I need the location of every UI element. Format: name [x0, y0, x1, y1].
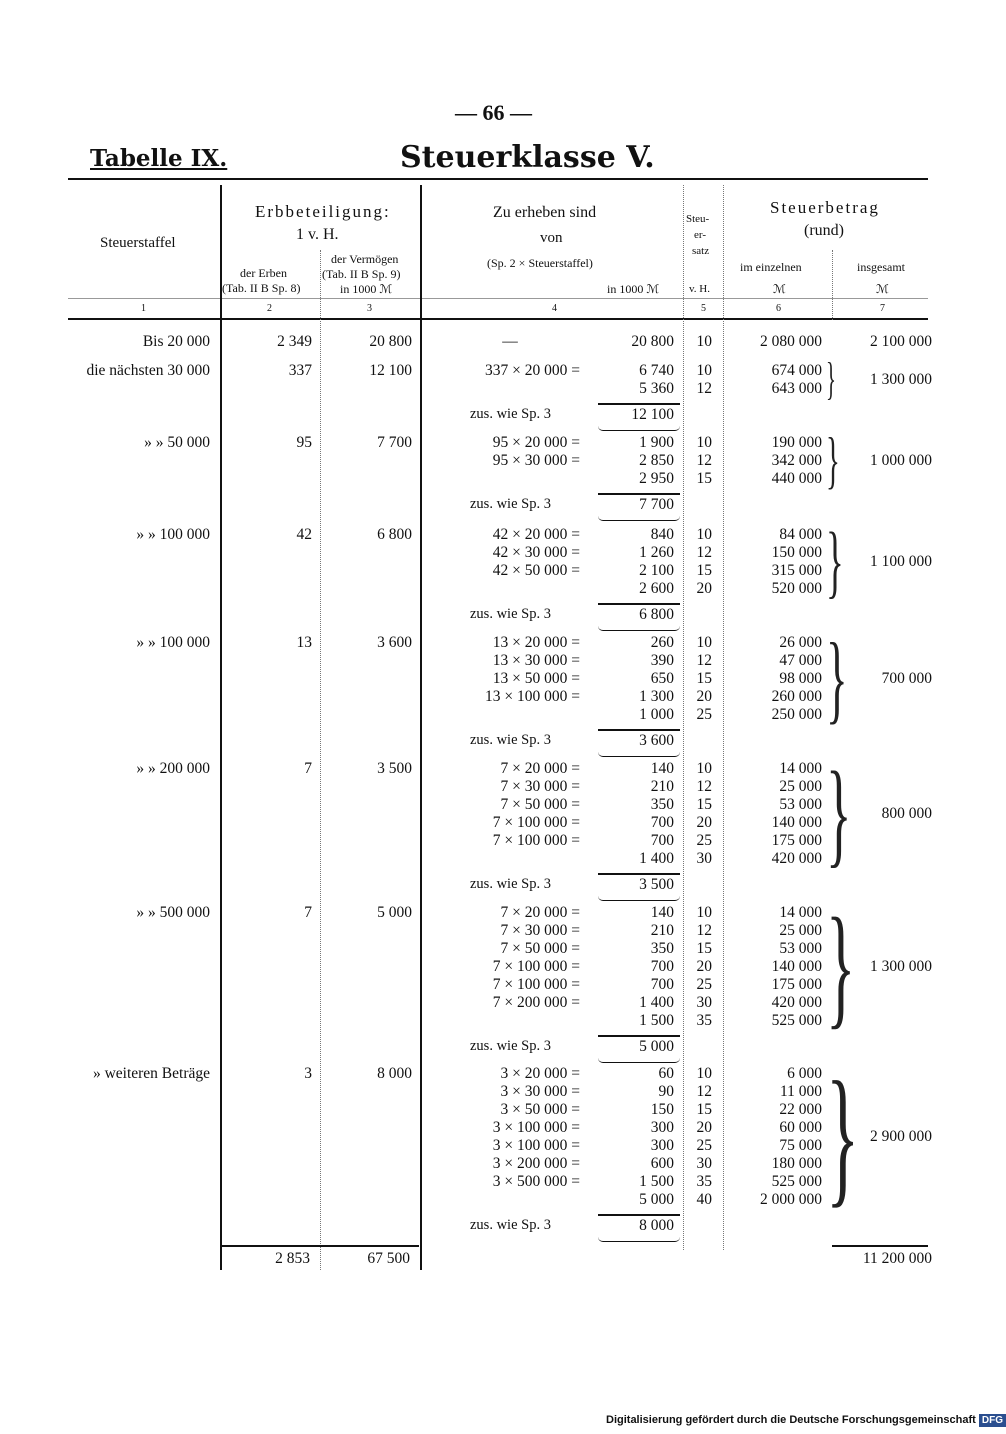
total-erben: 2 853 [275, 1250, 310, 1267]
formula: — [502, 333, 518, 350]
colnum-rule [68, 298, 928, 299]
erheben-value: 5 360 [639, 380, 674, 397]
zu-unit: in 1000 ℳ [607, 282, 660, 296]
sum-underbrace [598, 1058, 680, 1063]
tax-value: 84 000 [779, 526, 822, 543]
col-divider-dotted [832, 250, 833, 320]
staffel-label: die nächsten 30 000 [86, 362, 210, 379]
zu-header-3: (Sp. 2 × Steuerstaffel) [487, 256, 593, 270]
column-number: 4 [552, 303, 557, 314]
formula: 7 × 100 000 = [492, 814, 580, 831]
group-total: 800 000 [881, 805, 932, 822]
rate-value: 30 [696, 1155, 712, 1172]
formula: 7 × 20 000 = [500, 904, 580, 921]
erben-value: 337 [288, 362, 312, 379]
table-label: Tabelle IX. [90, 145, 228, 172]
column-number: 1 [141, 303, 146, 314]
formula: 3 × 30 000 = [500, 1083, 580, 1100]
formula: 7 × 30 000 = [500, 922, 580, 939]
rate-value: 12 [696, 778, 712, 795]
erben-value: 7 [304, 904, 312, 921]
betrag-einzeln: im einzelnen [740, 260, 802, 274]
col-divider-dotted [683, 185, 684, 1250]
erb-sub: 1 v. H. [296, 226, 339, 243]
page-title: Steuerklasse V. [400, 140, 655, 175]
rate-value: 12 [696, 652, 712, 669]
satz-header-3: satz [692, 245, 710, 257]
tax-value: 53 000 [779, 940, 822, 957]
sum-rule [598, 729, 680, 731]
rate-value: 15 [696, 796, 712, 813]
formula: 3 × 200 000 = [492, 1155, 580, 1172]
erb-verm-source: (Tab. II B Sp. 9) [322, 267, 401, 281]
rate-value: 35 [696, 1012, 712, 1029]
sum-rule [598, 403, 680, 405]
sum-underbrace [598, 426, 680, 431]
tax-value: 440 000 [771, 470, 822, 487]
rate-value: 10 [696, 1065, 712, 1082]
sum-value: 3 600 [639, 732, 674, 749]
erheben-value: 600 [650, 1155, 674, 1172]
tax-value: 47 000 [779, 652, 822, 669]
tax-value: 420 000 [771, 850, 822, 867]
rate-value: 30 [696, 994, 712, 1011]
column-number: 7 [880, 303, 885, 314]
sum-label: zus. wie Sp. 3 [470, 1217, 551, 1233]
formula: 95 × 20 000 = [492, 434, 580, 451]
rate-value: 25 [696, 1137, 712, 1154]
erheben-value: 2 600 [639, 580, 674, 597]
betrag-sub: (rund) [804, 222, 844, 239]
formula: 13 × 20 000 = [492, 634, 580, 651]
rate-value: 12 [696, 380, 712, 397]
sum-value: 12 100 [631, 406, 674, 423]
sum-value: 5 000 [639, 1038, 674, 1055]
rate-value: 12 [696, 922, 712, 939]
erheben-value: 350 [650, 940, 674, 957]
erheben-value: 300 [650, 1119, 674, 1136]
zu-header-2: von [540, 230, 563, 246]
tax-value: 140 000 [771, 814, 822, 831]
erheben-value: 140 [650, 760, 674, 777]
formula: 3 × 500 000 = [492, 1173, 580, 1190]
col-divider [220, 185, 222, 1270]
erheben-value: 140 [650, 904, 674, 921]
erben-value: 95 [296, 434, 312, 451]
formula: 13 × 50 000 = [492, 670, 580, 687]
tax-value: 643 000 [771, 380, 822, 397]
footer-credit [606, 1414, 1006, 1426]
formula: 42 × 30 000 = [492, 544, 580, 561]
formula: 7 × 50 000 = [500, 940, 580, 957]
erheben-value: 1 000 [639, 706, 674, 723]
formula: 7 × 100 000 = [492, 832, 580, 849]
tax-value: 6 000 [787, 1065, 822, 1082]
erheben-value: 1 500 [639, 1173, 674, 1190]
tax-value: 2 000 000 [760, 1191, 822, 1208]
vermoegen-value: 20 800 [369, 333, 412, 350]
rate-value: 15 [696, 1101, 712, 1118]
betrag-einzeln-unit: ℳ [773, 282, 786, 296]
sum-label: zus. wie Sp. 3 [470, 1038, 551, 1054]
sum-rule [598, 1214, 680, 1216]
tax-value: 420 000 [771, 994, 822, 1011]
totals-rule [832, 1245, 928, 1247]
formula: 13 × 100 000 = [485, 688, 580, 705]
total-steuer: 11 200 000 [862, 1250, 932, 1267]
erheben-value: 1 500 [639, 1012, 674, 1029]
tax-value: 14 000 [779, 760, 822, 777]
tax-value: 150 000 [771, 544, 822, 561]
sum-rule [598, 873, 680, 875]
satz-header-1: Steu- [686, 213, 710, 225]
brace-icon: } [826, 1051, 860, 1221]
rate-value: 20 [696, 688, 712, 705]
erheben-value: 700 [650, 976, 674, 993]
satz-unit: v. H. [689, 283, 710, 295]
total-vermoegen: 67 500 [367, 1250, 410, 1267]
erben-value: 42 [296, 526, 312, 543]
rate-value: 10 [696, 634, 712, 651]
erben-value: 3 [304, 1065, 312, 1082]
erheben-value: 2 850 [639, 452, 674, 469]
erheben-value: 300 [650, 1137, 674, 1154]
staffel-label: Bis 20 000 [142, 333, 210, 350]
erheben-value: 650 [650, 670, 674, 687]
rate-value: 10 [696, 760, 712, 777]
erheben-value: 210 [650, 922, 674, 939]
header-bottom-rule [68, 318, 928, 320]
rate-value: 40 [696, 1191, 712, 1208]
brace-icon: } [826, 515, 844, 606]
tax-value: 140 000 [771, 958, 822, 975]
erben-value: 13 [296, 634, 312, 651]
erheben-value: 150 [650, 1101, 674, 1118]
sum-rule [598, 603, 680, 605]
tax-value: 525 000 [771, 1173, 822, 1190]
group-total: 1 300 000 [870, 958, 932, 975]
brace-icon: } [826, 424, 840, 495]
staffel-label: » » 100 000 [136, 634, 210, 651]
erheben-value: 60 [658, 1065, 674, 1082]
erheben-value: 5 000 [639, 1191, 674, 1208]
erheben-value: 2 950 [639, 470, 674, 487]
group-total: 2 900 000 [870, 1128, 932, 1145]
rate-value: 15 [696, 670, 712, 687]
column-number: 2 [267, 303, 272, 314]
erheben-value: 700 [650, 832, 674, 849]
rate-value: 35 [696, 1173, 712, 1190]
erheben-value: 840 [650, 526, 674, 543]
tax-value: 180 000 [771, 1155, 822, 1172]
tax-value: 75 000 [779, 1137, 822, 1154]
staffel-label: » weiteren Beträge [92, 1065, 210, 1082]
tax-value: 250 000 [771, 706, 822, 723]
rate-value: 25 [696, 832, 712, 849]
erheben-value: 700 [650, 814, 674, 831]
brace-icon: } [826, 891, 856, 1041]
rate-value: 12 [696, 544, 712, 561]
rate-value: 20 [696, 814, 712, 831]
column-number: 5 [701, 303, 706, 314]
staffel-label: » » 50 000 [144, 434, 210, 451]
erheben-value: 20 800 [631, 333, 674, 350]
vermoegen-value: 7 700 [377, 434, 412, 451]
staffel-label: » » 500 000 [136, 904, 210, 921]
vermoegen-value: 3 500 [377, 760, 412, 777]
sum-underbrace [598, 752, 680, 757]
tax-value: 190 000 [771, 434, 822, 451]
sum-label: zus. wie Sp. 3 [470, 876, 551, 892]
tax-value: 315 000 [771, 562, 822, 579]
tax-value: 674 000 [771, 362, 822, 379]
sum-label: zus. wie Sp. 3 [470, 406, 551, 422]
formula: 3 × 50 000 = [500, 1101, 580, 1118]
vermoegen-value: 3 600 [377, 634, 412, 651]
header-top-rule [68, 178, 928, 180]
sum-value: 6 800 [639, 606, 674, 623]
col-divider-dotted [320, 250, 321, 1270]
tax-value: 2 080 000 [760, 333, 822, 350]
rate-value: 10 [696, 904, 712, 921]
col1-header: Steuerstaffel [100, 235, 176, 251]
rate-value: 15 [696, 470, 712, 487]
rate-value: 20 [696, 958, 712, 975]
sum-underbrace [598, 896, 680, 901]
erheben-value: 1 400 [639, 850, 674, 867]
rate-value: 10 [696, 526, 712, 543]
formula: 42 × 20 000 = [492, 526, 580, 543]
erb-erben-source: (Tab. II B Sp. 8) [222, 281, 301, 295]
sum-label: zus. wie Sp. 3 [470, 732, 551, 748]
group-total: 1 000 000 [870, 452, 932, 469]
formula: 13 × 30 000 = [492, 652, 580, 669]
tax-value: 25 000 [779, 922, 822, 939]
sum-value: 3 500 [639, 876, 674, 893]
column-number: 6 [776, 303, 781, 314]
tax-value: 175 000 [771, 976, 822, 993]
staffel-label: » » 100 000 [136, 526, 210, 543]
formula: 3 × 100 000 = [492, 1119, 580, 1136]
tax-value: 26 000 [779, 634, 822, 651]
formula: 7 × 50 000 = [500, 796, 580, 813]
formula: 95 × 30 000 = [492, 452, 580, 469]
column-number: 3 [367, 303, 372, 314]
rate-value: 15 [696, 562, 712, 579]
rate-value: 10 [696, 333, 712, 350]
rate-value: 25 [696, 706, 712, 723]
tax-value: 22 000 [779, 1101, 822, 1118]
erheben-value: 90 [658, 1083, 674, 1100]
erheben-value: 390 [650, 652, 674, 669]
rate-value: 30 [696, 850, 712, 867]
brace-icon: } [826, 622, 848, 733]
group-total: 2 100 000 [870, 333, 932, 350]
rate-value: 12 [696, 452, 712, 469]
rate-value: 12 [696, 1083, 712, 1100]
col-divider [420, 185, 422, 1270]
dfg-logo-icon: DFG [979, 1414, 1006, 1427]
tax-value: 260 000 [771, 688, 822, 705]
betrag-gesamt-unit: ℳ [876, 282, 889, 296]
rate-value: 20 [696, 1119, 712, 1136]
tax-value: 53 000 [779, 796, 822, 813]
erben-value: 2 349 [277, 333, 312, 350]
rate-value: 10 [696, 362, 712, 379]
tax-value: 175 000 [771, 832, 822, 849]
brace-icon: } [826, 747, 852, 878]
formula: 3 × 100 000 = [492, 1137, 580, 1154]
sum-underbrace [598, 626, 680, 631]
footer-text: Digitalisierung gefördert durch die Deutsche Forschungsgemeinschaft [606, 1414, 976, 1426]
brace-icon: } [826, 353, 836, 404]
formula: 3 × 20 000 = [500, 1065, 580, 1082]
erheben-value: 1 400 [639, 994, 674, 1011]
rate-value: 10 [696, 434, 712, 451]
tax-value: 520 000 [771, 580, 822, 597]
rate-value: 25 [696, 976, 712, 993]
rate-value: 15 [696, 940, 712, 957]
formula: 7 × 100 000 = [492, 976, 580, 993]
formula: 7 × 100 000 = [492, 958, 580, 975]
erheben-value: 210 [650, 778, 674, 795]
staffel-label: » » 200 000 [136, 760, 210, 777]
tax-value: 11 000 [779, 1083, 822, 1100]
erheben-value: 1 900 [639, 434, 674, 451]
page-number: — 66 — [455, 100, 532, 125]
erheben-value: 2 100 [639, 562, 674, 579]
erb-title: Erbbeteiligung: [255, 202, 391, 221]
formula: 337 × 20 000 = [485, 362, 580, 379]
erheben-value: 6 740 [639, 362, 674, 379]
erb-verm-unit: in 1000 ℳ [340, 282, 393, 296]
betrag-title: Steuerbetrag [770, 198, 880, 217]
sum-rule [598, 493, 680, 495]
group-total: 700 000 [881, 670, 932, 687]
formula: 42 × 50 000 = [492, 562, 580, 579]
erb-erben-header: der Erben [240, 266, 287, 280]
rate-value: 20 [696, 580, 712, 597]
vermoegen-value: 5 000 [377, 904, 412, 921]
tax-value: 525 000 [771, 1012, 822, 1029]
sum-label: zus. wie Sp. 3 [470, 496, 551, 512]
group-total: 1 300 000 [870, 371, 932, 388]
erheben-value: 350 [650, 796, 674, 813]
tax-value: 14 000 [779, 904, 822, 921]
col-divider-dotted [723, 185, 724, 1250]
formula: 7 × 200 000 = [492, 994, 580, 1011]
formula: 7 × 30 000 = [500, 778, 580, 795]
sum-value: 7 700 [639, 496, 674, 513]
sum-value: 8 000 [639, 1217, 674, 1234]
erheben-value: 700 [650, 958, 674, 975]
erb-verm-header: der Vermögen [331, 252, 399, 266]
tax-value: 342 000 [771, 452, 822, 469]
sum-label: zus. wie Sp. 3 [470, 606, 551, 622]
tax-value: 25 000 [779, 778, 822, 795]
tax-value: 98 000 [779, 670, 822, 687]
erben-value: 7 [304, 760, 312, 777]
erheben-value: 1 300 [639, 688, 674, 705]
tax-value: 60 000 [779, 1119, 822, 1136]
zu-header-1: Zu erheben sind [493, 204, 597, 221]
sum-underbrace [598, 516, 680, 521]
vermoegen-value: 12 100 [369, 362, 412, 379]
betrag-gesamt: insgesamt [857, 260, 905, 274]
group-total: 1 100 000 [870, 553, 932, 570]
erheben-value: 260 [650, 634, 674, 651]
formula: 7 × 20 000 = [500, 760, 580, 777]
vermoegen-value: 8 000 [377, 1065, 412, 1082]
erheben-value: 1 260 [639, 544, 674, 561]
sum-underbrace [598, 1237, 680, 1242]
totals-rule [222, 1245, 419, 1247]
vermoegen-value: 6 800 [377, 526, 412, 543]
satz-header-2: er- [694, 229, 706, 241]
sum-rule [598, 1035, 680, 1037]
